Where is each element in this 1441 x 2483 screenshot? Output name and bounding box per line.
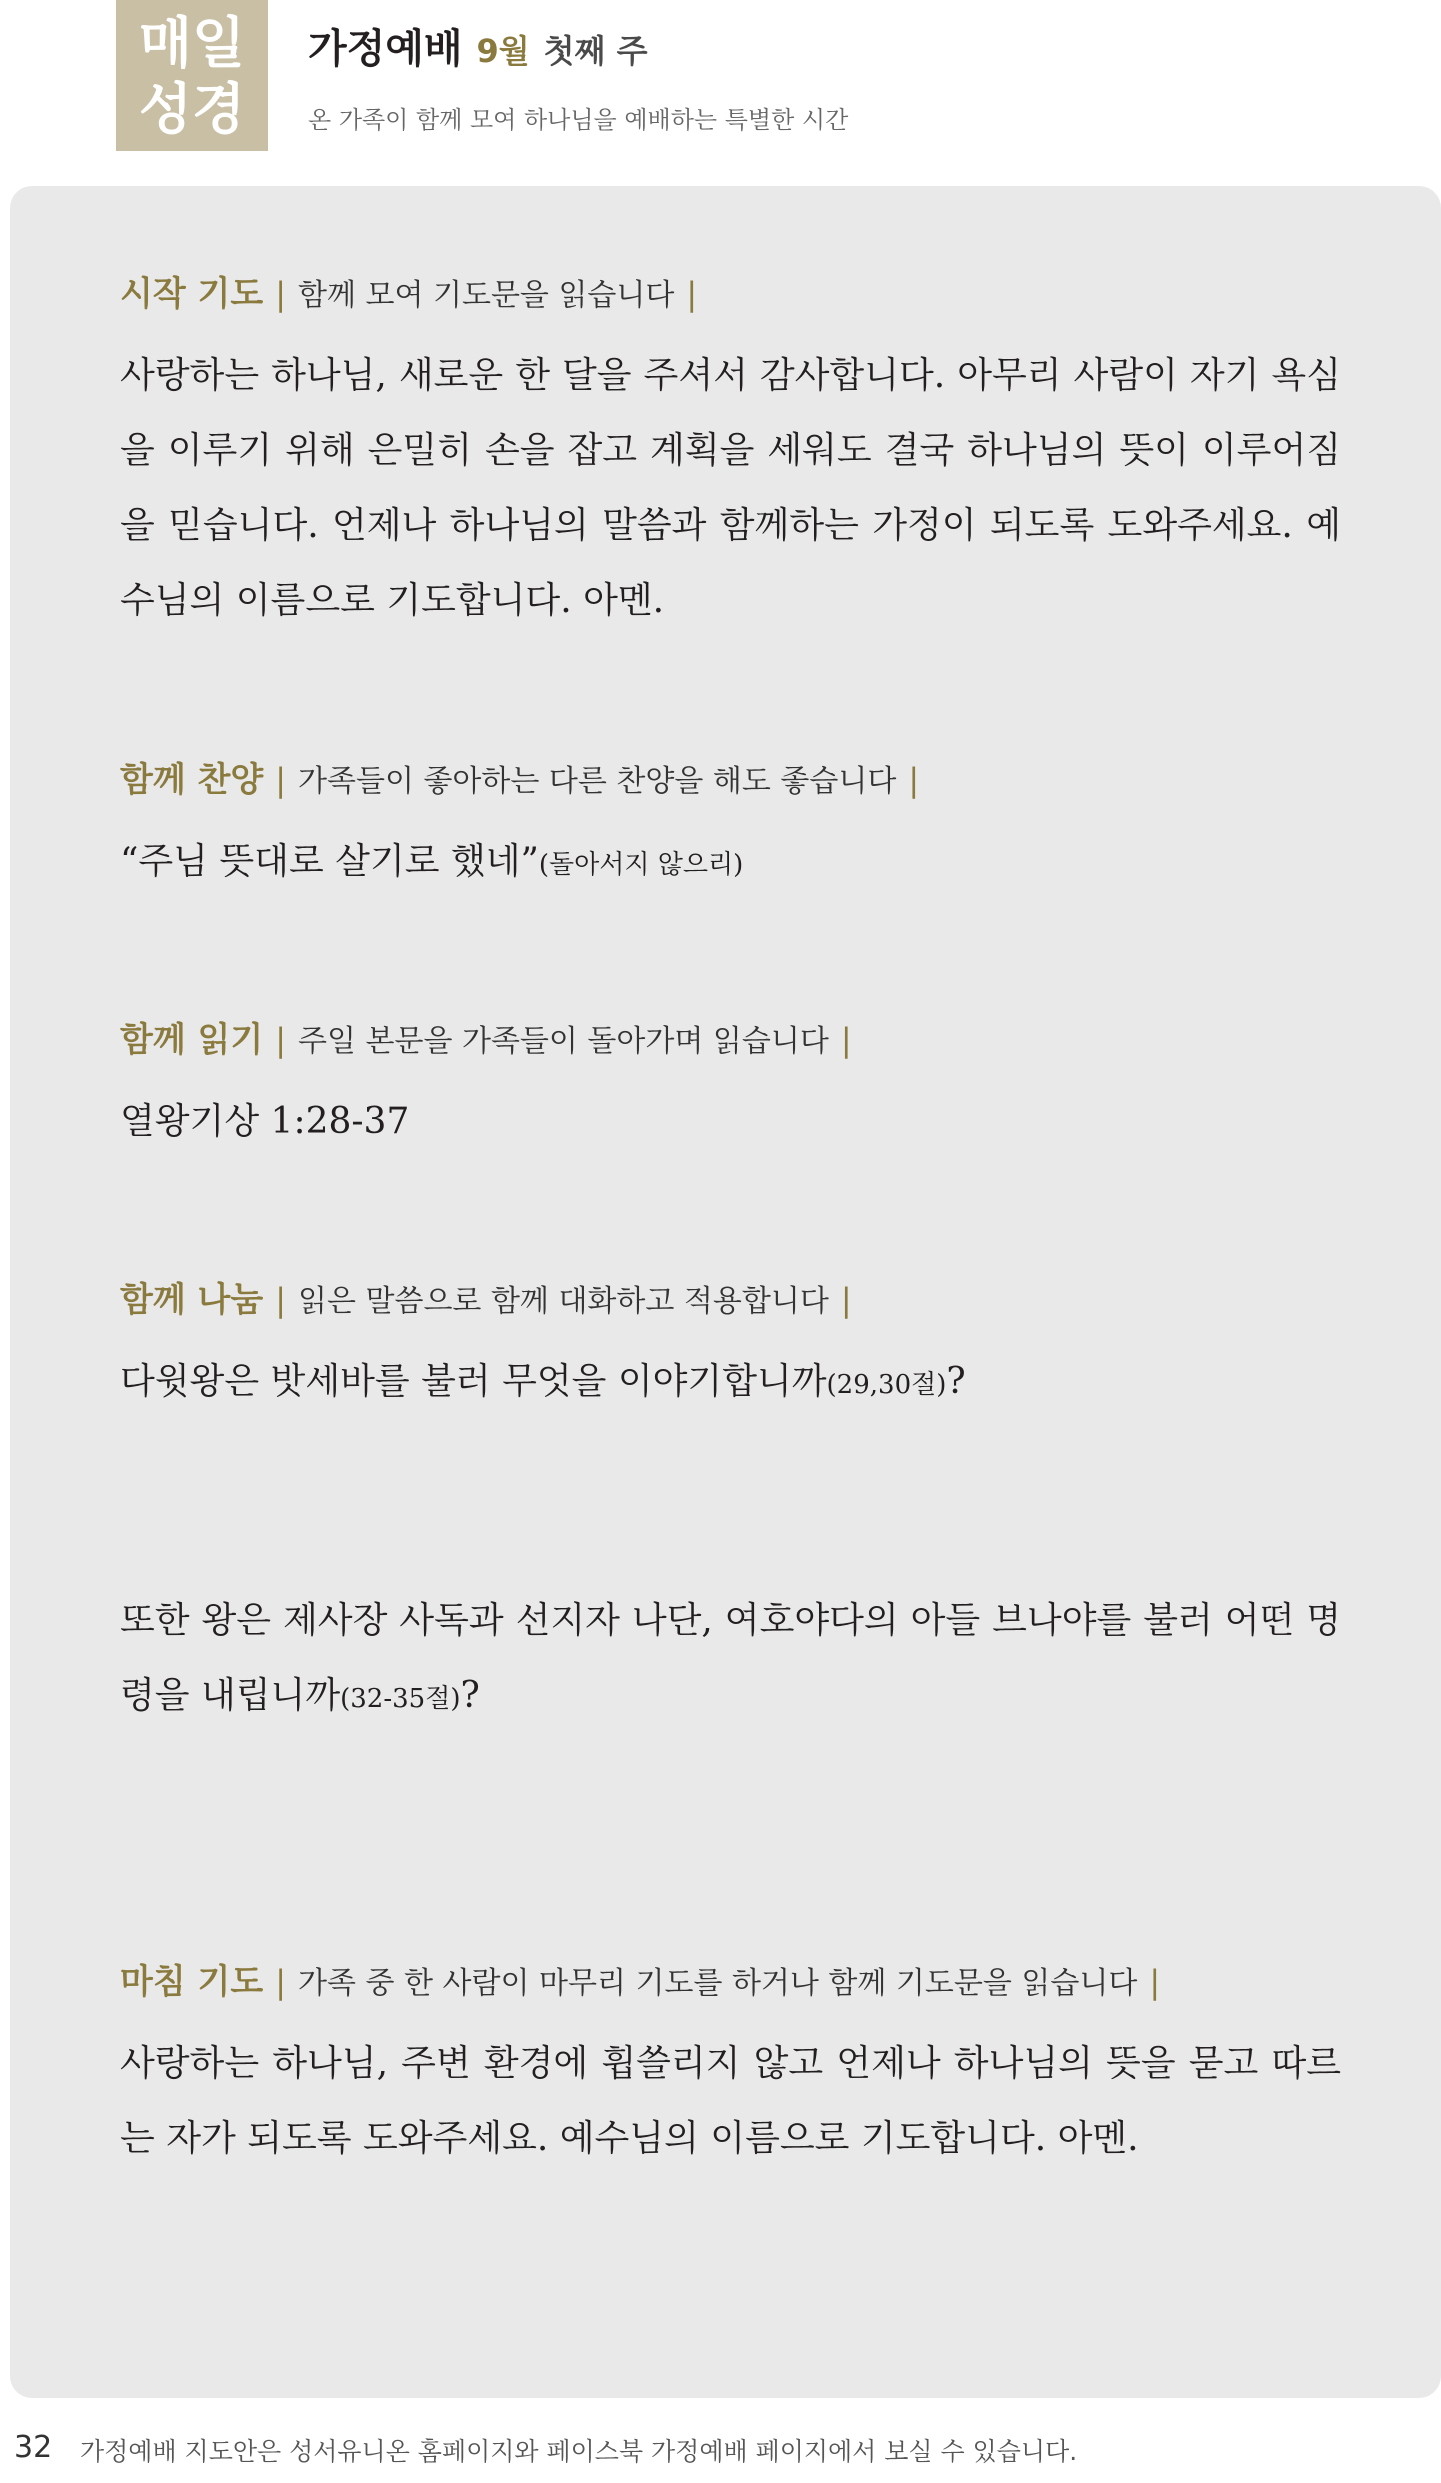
section-note: 주일 본문을 가족들이 돌아가며 읽습니다 xyxy=(298,1024,829,1059)
divider: | xyxy=(275,1963,286,2001)
section-heading xyxy=(120,758,1341,804)
logo-line-2: 성경 xyxy=(138,76,246,141)
sharing-question-1 xyxy=(120,1344,1341,1423)
section-label: 함께 읽기 xyxy=(120,1020,264,1060)
divider: | xyxy=(275,1021,286,1059)
verse-ref: (32-35절) xyxy=(340,1684,461,1714)
section-label: 함께 나눔 xyxy=(120,1280,264,1320)
title-week: 첫째 주 xyxy=(543,32,648,70)
section-praise xyxy=(120,758,1341,903)
question-mark: ? xyxy=(460,1675,480,1716)
section-label: 함께 찬양 xyxy=(120,760,264,800)
scripture-reference: 열왕기상 1:28-37 xyxy=(120,1101,410,1142)
section-label: 마침 기도 xyxy=(120,1962,264,2002)
page-title xyxy=(308,14,648,86)
question-text: 또한 왕은 제사장 사독과 선지자 나단, 여호야다의 아들 브나야를 불러 어떤 명령을 내립니까 xyxy=(120,1600,1341,1716)
page-subtitle: 온 가족이 함께 모여 하나님을 예배하는 특별한 시간 xyxy=(308,106,849,134)
maeil-seonggyeong-logo xyxy=(116,0,268,151)
sharing-question-2 xyxy=(120,1583,1341,1737)
page-number: 32 xyxy=(14,2430,53,2465)
praise-song xyxy=(120,824,1341,903)
divider: | xyxy=(908,761,920,799)
question-text: 다윗왕은 밧세바를 불러 무엇을 이야기합니까 xyxy=(120,1361,827,1402)
section-note: 함께 모여 기도문을 읽습니다 xyxy=(298,278,675,313)
song-title: “주님 뜻대로 살기로 했네” xyxy=(120,841,539,882)
logo-line-1: 매일 xyxy=(138,10,246,75)
section-heading xyxy=(120,1018,1341,1064)
divider: | xyxy=(840,1281,852,1319)
divider: | xyxy=(275,275,286,313)
divider: | xyxy=(1149,1963,1161,2001)
section-note: 가족들이 좋아하는 다른 찬양을 해도 좋습니다 xyxy=(298,764,897,799)
section-note: 읽은 말씀으로 함께 대화하고 적용합니다 xyxy=(298,1284,829,1319)
section-label: 시작 기도 xyxy=(120,274,264,314)
divider: | xyxy=(840,1021,852,1059)
section-note: 가족 중 한 사람이 마무리 기도를 하거나 함께 기도문을 읽습니다 xyxy=(298,1966,1138,2001)
closing-prayer-text: 사랑하는 하나님, 주변 환경에 휩쓸리지 않고 언제나 하나님의 뜻을 묻고 따르는 자가 되도록 도와주세요. 예수님의 이름으로 기도합니다. 아멘. xyxy=(120,2043,1341,2159)
verse-ref: (29,30절) xyxy=(826,1370,947,1400)
footer-note: 가정예배 지도안은 성서유니온 홈페이지와 페이스북 가정예배 페이지에서 보실 수 있습니다. xyxy=(80,2437,1078,2466)
section-closing-prayer xyxy=(120,1960,1341,2176)
question-mark: ? xyxy=(946,1361,966,1402)
section-heading xyxy=(120,1278,1341,1324)
divider: | xyxy=(275,1281,286,1319)
section-opening-prayer xyxy=(120,272,1341,638)
song-subtitle: (돌아서지 않으리) xyxy=(538,850,744,880)
divider: | xyxy=(686,275,698,313)
opening-prayer-text: 사랑하는 하나님, 새로운 한 달을 주셔서 감사합니다. 아무리 사람이 자기 욕심을 이루기 위해 은밀히 손을 잡고 계획을 세워도 결국 하나님의 뜻이 이루어짐을 믿습니다. 언제나 하나님의 말씀과 함께하는 가정이 되도록 도와주세요. 예수님의 이름으로 기도합니다. 아멘. xyxy=(120,355,1341,621)
title-month: 9월 xyxy=(476,32,530,70)
section-heading xyxy=(120,272,1341,318)
section-reading xyxy=(120,1018,1341,1159)
section-sharing xyxy=(120,1278,1341,1737)
title-text: 가정예배 xyxy=(308,26,463,72)
section-heading xyxy=(120,1960,1341,2006)
divider: | xyxy=(275,761,286,799)
